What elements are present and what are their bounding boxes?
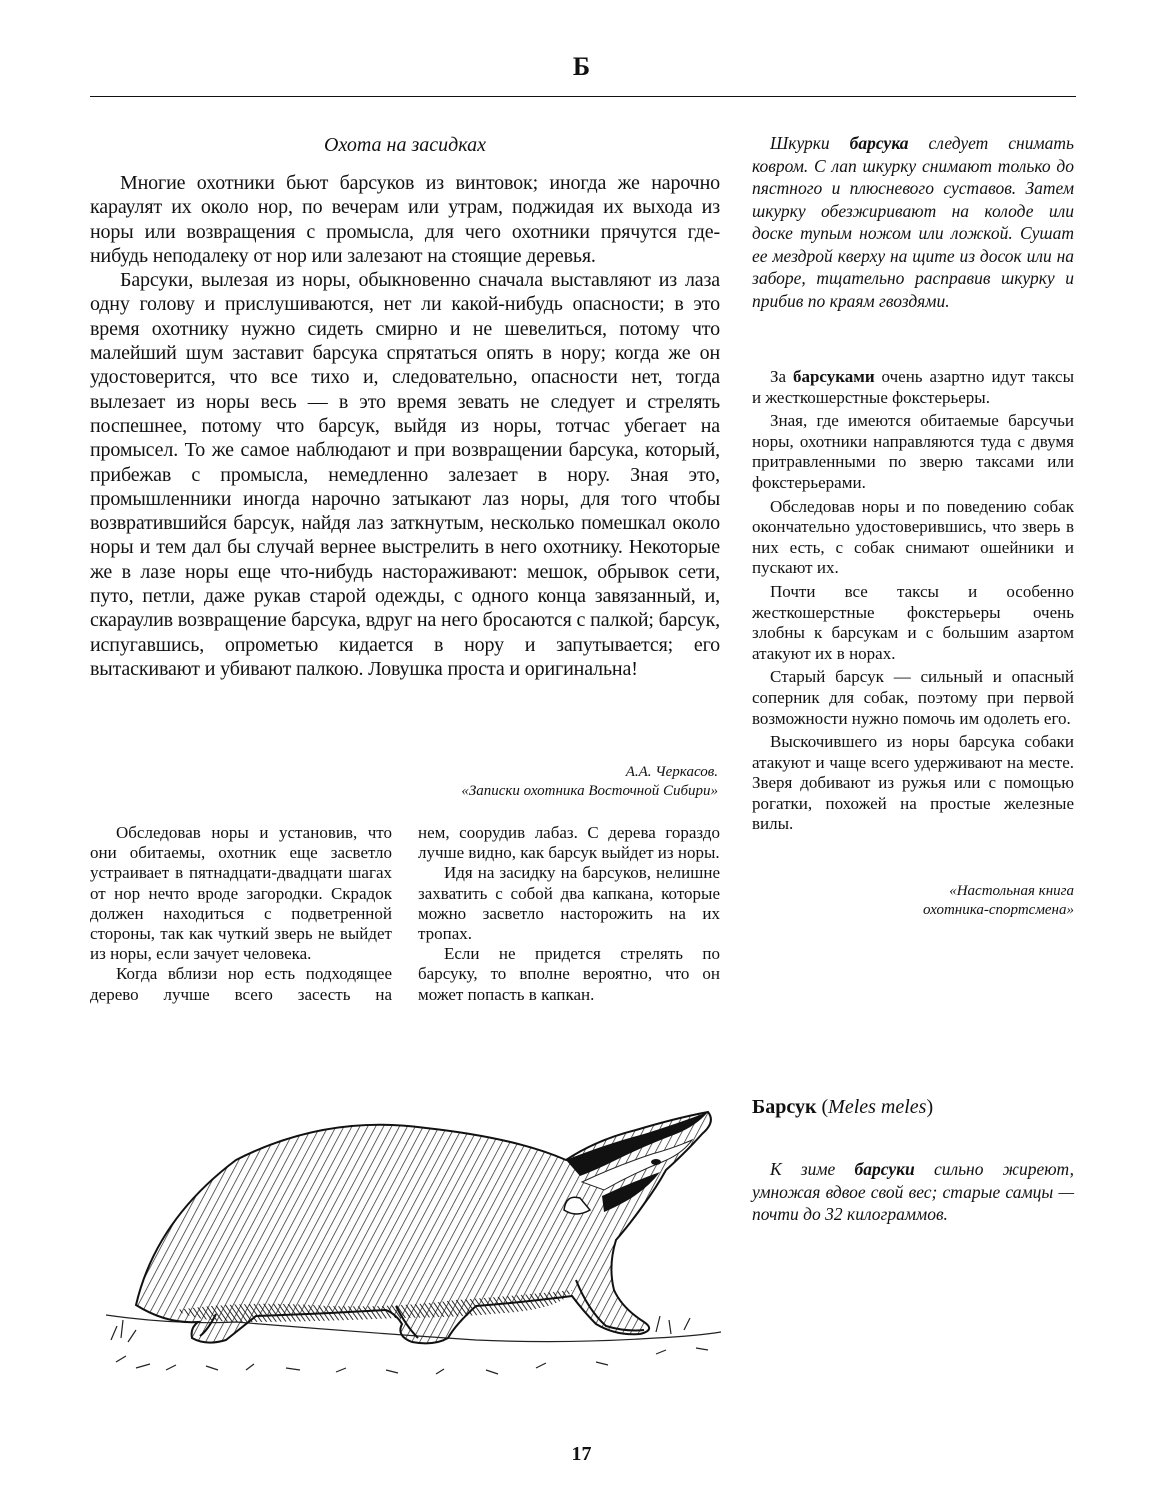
paren-close: ) <box>926 1096 934 1118</box>
sub-left-paragraph-1: Обследовав норы и установив, что они обитаемы, охотник еще засветло устраивает в пятнадцати-двадцати шагах от нор нечто вроде загородки. Скрадок должен находиться с подветренной стороны, так как чуткий зверь не выйдет из норы, если зачует человека. <box>90 823 392 964</box>
skin-note-keyword: барсука <box>849 133 909 153</box>
section-title: Охота на засидках <box>324 134 486 156</box>
badger-note-text <box>752 1158 1074 1226</box>
badger-heading <box>752 1096 933 1119</box>
badger-note-keyword: барсуки <box>854 1159 915 1179</box>
main-attribution <box>300 763 718 801</box>
dogs-paragraph-4: Старый барсук — сильный и опасный соперник для собак, поэтому при первой возможности нужно помочь им одолеть его. <box>752 667 1074 728</box>
dogs-intro <box>752 367 1074 408</box>
dogs-paragraph-1: Зная, где имеются обитаемые барсучьи норы, охотники направляются туда с двумя притравленными по зверю таксами или фокстерьерами. <box>752 411 1074 492</box>
badger-name: Барсук <box>752 1096 817 1118</box>
attribution-source: «Записки охотника Восточной Сибири» <box>461 783 718 799</box>
attribution-author: А.А. Черкасов. <box>625 764 718 780</box>
dogs-section <box>752 367 1074 838</box>
section-letter: Б <box>572 52 591 81</box>
skin-note <box>752 132 1074 312</box>
main-paragraph-2: Барсуки, вылезая из норы, обыкновенно сначала выставляют из лаза одну голову и прислушиваются, нет ли какой-нибудь опасности; в это время охотнику нужно сидеть смирно и не шевелиться, потому что малейший шум заставит барсука спрятаться опять в нору; когда же он удостоверится, что все тихо и, следовательно, опасности нет, тогда вылезает из норы весь — в это время зевать не следует и стрелять поспешнее, потому что барсук, выйдя из норы, тотчас убегает на промысел. То же самое наблюдают и при возвращении барсука, который, прибежав с промысла, немедленно залезает в нору. Зная это, промышленники иногда нарочно затыкают лаз норы, для того чтобы возвратившийся барсук, найдя лаз заткнутым, несколько помешкал около норы и тем дал бы случай вернее выстрелить в него охотнику. Некоторые же в лазе норы еще что-нибудь настораживают: мешок, обрывок сети, путо, петли, даже рукав старой одежды, с одного конца завязанный, и, скараулив возвращение барсука, вдруг на него бросаются с палкой; барсук, испугавшись, опрометью кидается в нору и запутывается; его вытаскивают и убивают палкою. Ловушка проста и оригинальна! <box>90 269 720 680</box>
dogs-intro-after: очень азартно идут таксы и жесткошерстные фокстерьеры. <box>752 367 1074 407</box>
sub-right-paragraph-1: Идя на засидку на барсуков, нелишне захватить с собой два капкана, которые можно засветло насторожить на их тропах. <box>418 863 720 944</box>
header-rule <box>90 96 1076 97</box>
sidebar-attribution-line-2: охотника-спортсмена» <box>922 902 1074 918</box>
sub-column-left <box>90 823 392 1005</box>
sub-right-paragraph-2: Если не придется стрелять по барсуку, то вполне вероятно, что он может попасть в капкан. <box>418 944 720 1004</box>
sidebar-attribution-line-1: «Настольная книга <box>949 883 1074 899</box>
badger-note <box>752 1158 1074 1226</box>
dogs-intro-keyword: барсуками <box>792 367 875 386</box>
sub-left-paragraph-2: Когда вблизи нор есть подходящее дерево лучше всего засесть на <box>90 964 392 1004</box>
skin-note-text <box>752 132 1074 312</box>
skin-note-after: следует снимать ковром. С лап шкурку снимают только до пястного и плюсневого суставов. Затем шкурку обезжиривают на колоде или доске тупым ножом или ложкой. Сушат ее мездрой кверху на щите из досок или на заборе, тщательно расправив шкурку и прибив по краям гвоздями. <box>752 133 1074 311</box>
skin-note-before: Шкурки <box>770 133 850 153</box>
sub-right-continuation: нем, соорудив лабаз. С дерева гораздо лучше видно, как барсук выйдет из норы. <box>418 823 720 863</box>
badger-note-before: К зиме <box>770 1159 855 1179</box>
dogs-paragraph-5: Выскочившего из норы барсука собаки атакуют и чаще всего удерживают на месте. Зверя добивают из ружья или с помощью рогатки, похожей на простые железные вилы. <box>752 732 1074 834</box>
sub-column-right <box>418 823 720 1005</box>
dogs-intro-before: За <box>770 367 793 386</box>
dogs-paragraph-2: Обследовав норы и по поведению собак окончательно удостоверившись, что зверь в них есть, с собак снимают ошейники и пускают их. <box>752 496 1074 578</box>
paren-open: ( <box>821 1096 829 1118</box>
main-paragraph-1: Многие охотники бьют барсуков из винтовок; иногда же нарочно караулят их около нор, по вечерам или утрам, поджидая их выхода из норы или возвращения с промысла, для чего охотники прячутся где-нибудь неподалеку от нор или залезают на стоящие деревья. <box>90 172 720 267</box>
badger-note-after: сильно жиреют, умножая вдвое свой вес; старые самцы — почти до 32 килограммов. <box>752 1159 1074 1224</box>
dogs-paragraph-3: Почти все таксы и особенно жесткошерстные фокстерьеры очень злобны к барсукам и с большим азартом атакуют их в норах. <box>752 581 1074 663</box>
main-article <box>90 171 720 681</box>
badger-latin-name: Meles meles <box>828 1096 927 1118</box>
sidebar-attribution <box>752 882 1074 920</box>
badger-illustration <box>96 1100 728 1396</box>
page-number: 17 <box>571 1443 592 1465</box>
